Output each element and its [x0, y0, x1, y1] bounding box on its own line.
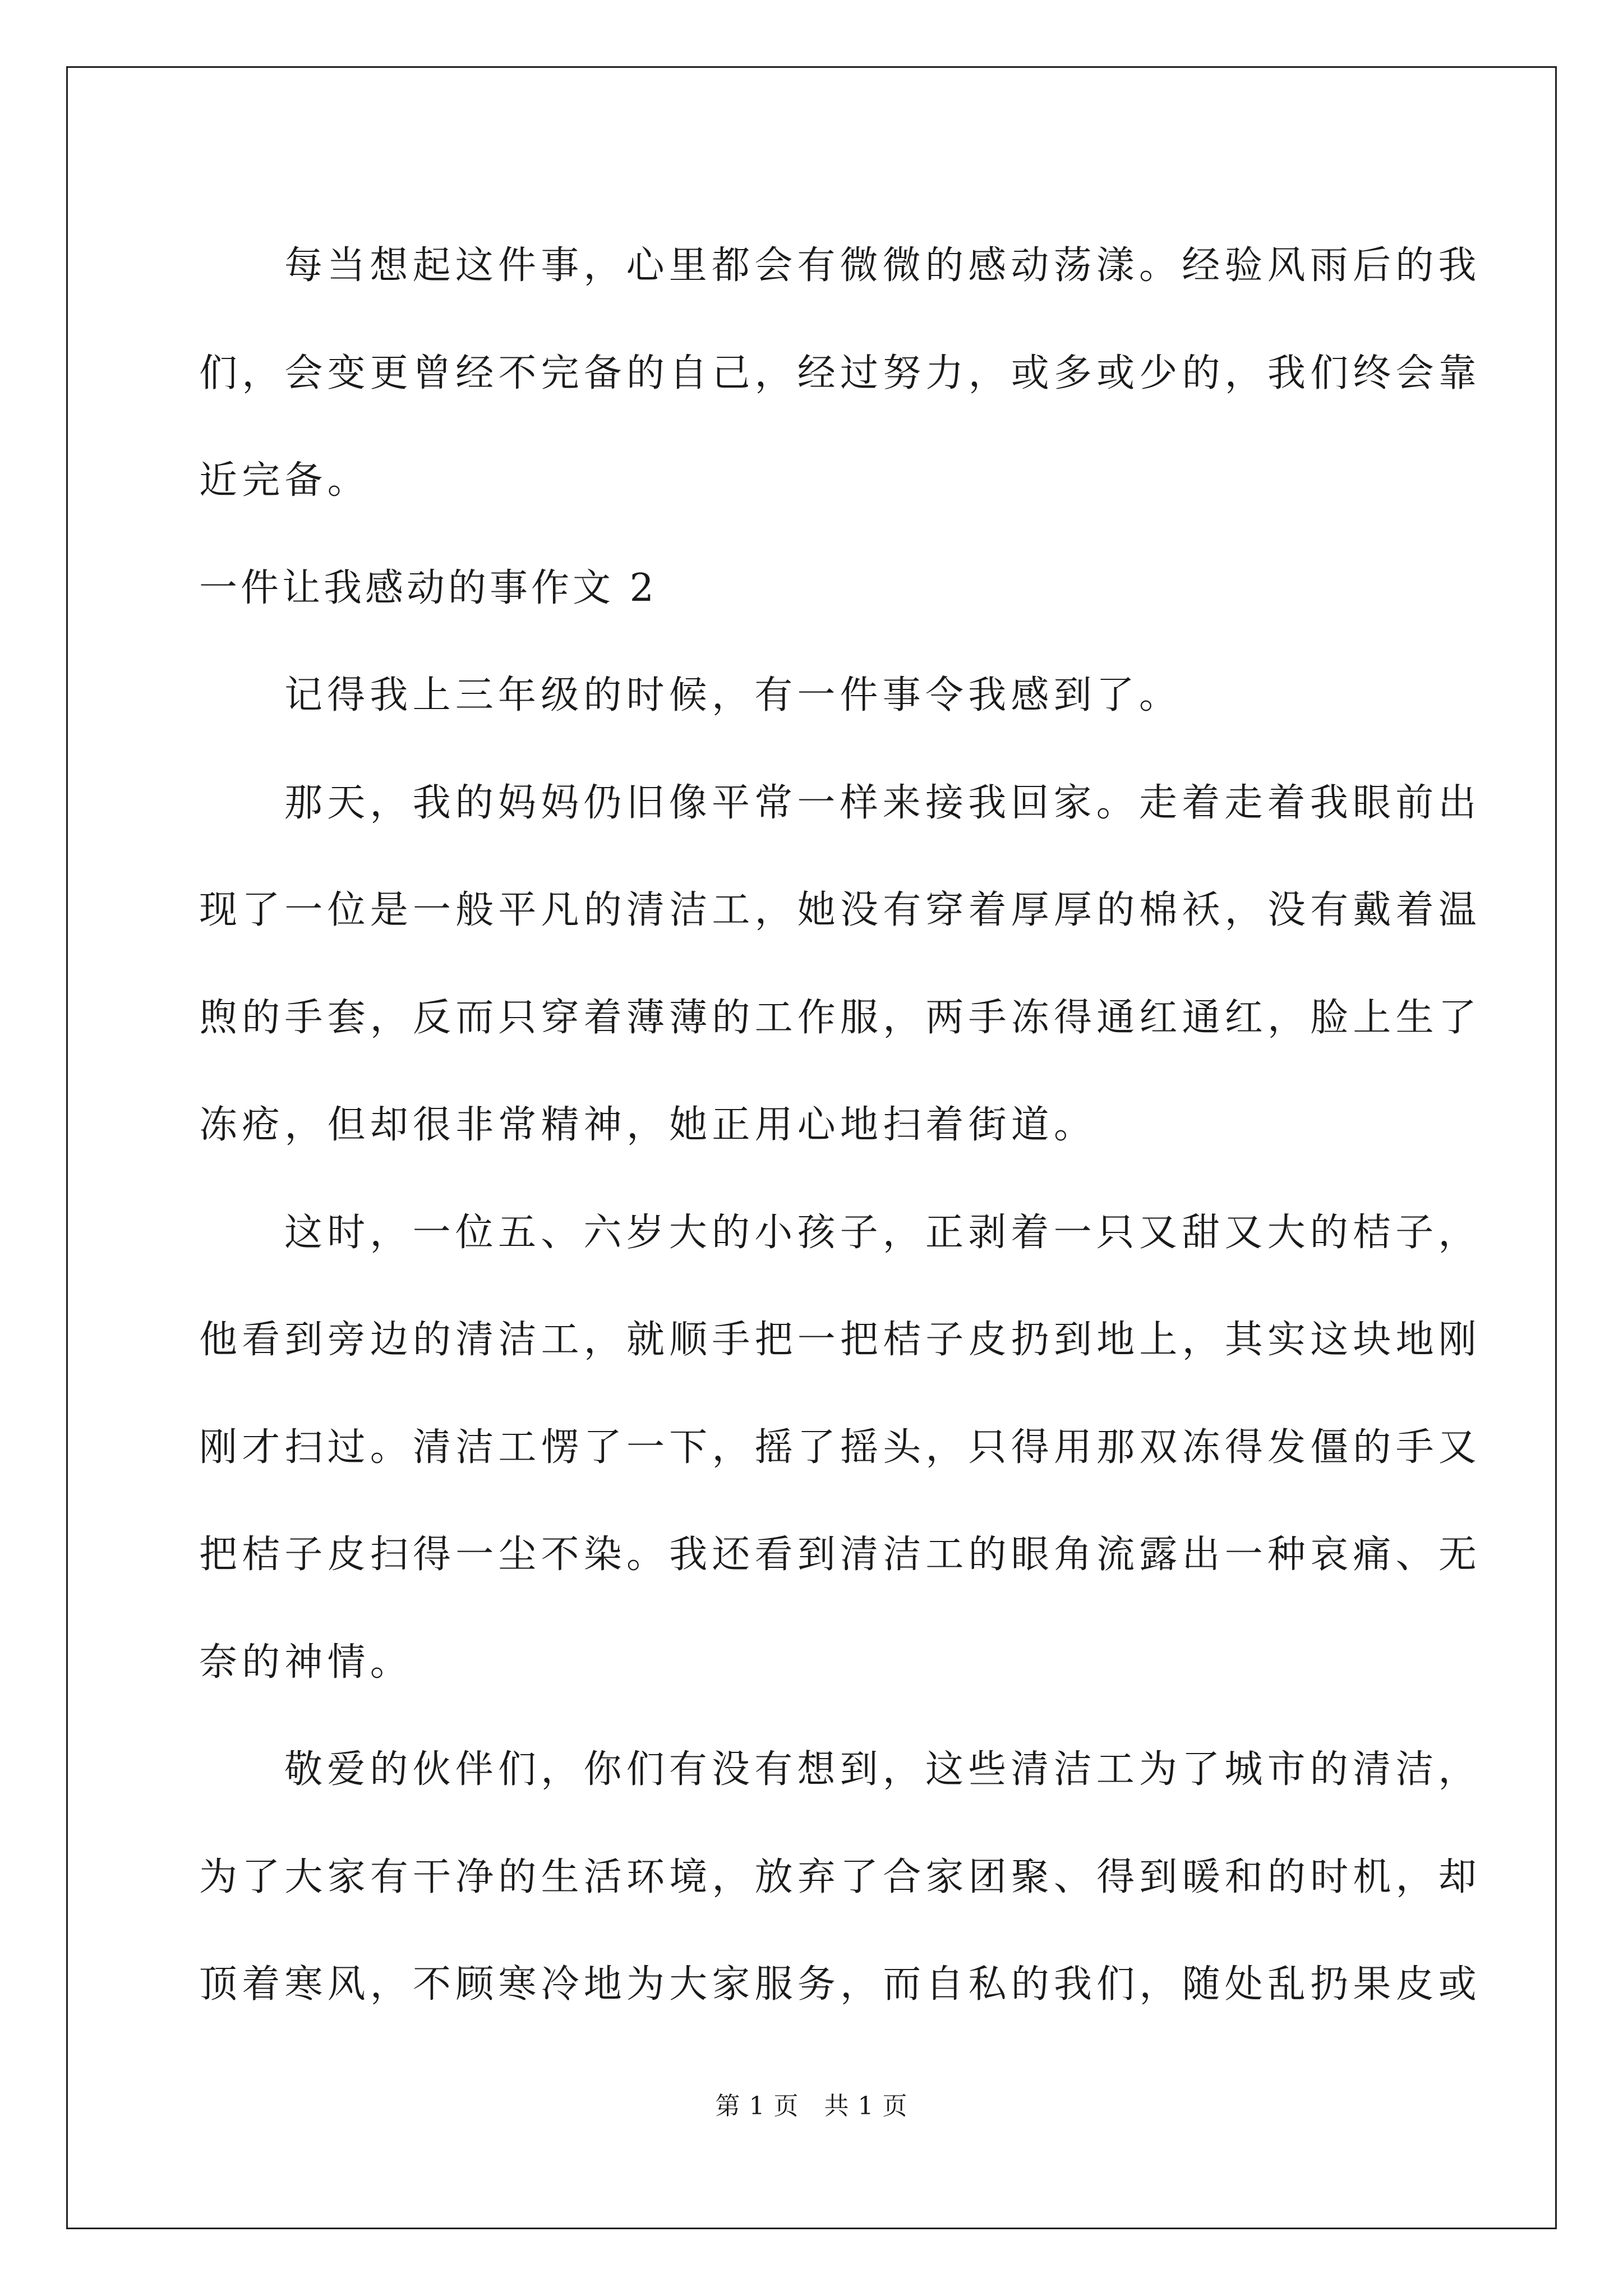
text-line: 近完备。: [199, 458, 370, 503]
page-number-footer: 第 1 页 共 1 页: [715, 2092, 908, 2120]
text-line: 冻疮，但却很非常精神，她正用心地扫着街道。: [199, 1103, 1097, 1147]
text-line: 奈的神情。: [199, 1640, 413, 1685]
text-line: 现了一位是一般平凡的清洁工，她没有穿着厚厚的棉袄，没有戴着温: [199, 888, 1482, 932]
text-line: 敬爱的伙伴们，你们有没有想到，这些清洁工为了城市的清洁，: [284, 1747, 1481, 1792]
text-line: 煦的手套，反而只穿着薄薄的工作服，两手冻得通红通红，脸上生了: [199, 995, 1482, 1040]
text-line: 每当想起这件事，心里都会有微微的感动荡漾。经验风雨后的我: [284, 243, 1481, 288]
text-line: 那天，我的妈妈仍旧像平常一样来接我回家。走着走着我眼前出: [284, 780, 1481, 825]
text-line: 这时，一位五、六岁大的小孩子，正剥着一只又甜又大的桔子，: [284, 1210, 1481, 1255]
document-body: [199, 212, 1482, 2039]
text-line: 为了大家有干净的生活环境，放弃了合家团聚、得到暖和的时机，却: [199, 1855, 1482, 1899]
text-line: 刚才扫过。清洁工愣了一下，摇了摇头，只得用那双冻得发僵的手又: [199, 1425, 1482, 1470]
text-line: 他看到旁边的清洁工，就顺手把一把桔子皮扔到地上，其实这块地刚: [199, 1318, 1482, 1362]
text-line: 记得我上三年级的时候，有一件事令我感到了。: [284, 673, 1182, 717]
text-line: 把桔子皮扫得一尘不染。我还看到清洁工的眼角流露出一种哀痛、无: [199, 1533, 1482, 1577]
section-heading: 一件让我感动的事作文 2: [199, 565, 657, 610]
text-line: 们，会变更曾经不完备的自己，经过努力，或多或少的，我们终会靠: [199, 351, 1482, 395]
text-line: 顶着寒风，不顾寒冷地为大家服务，而自私的我们，随处乱扔果皮或: [199, 1962, 1482, 2007]
